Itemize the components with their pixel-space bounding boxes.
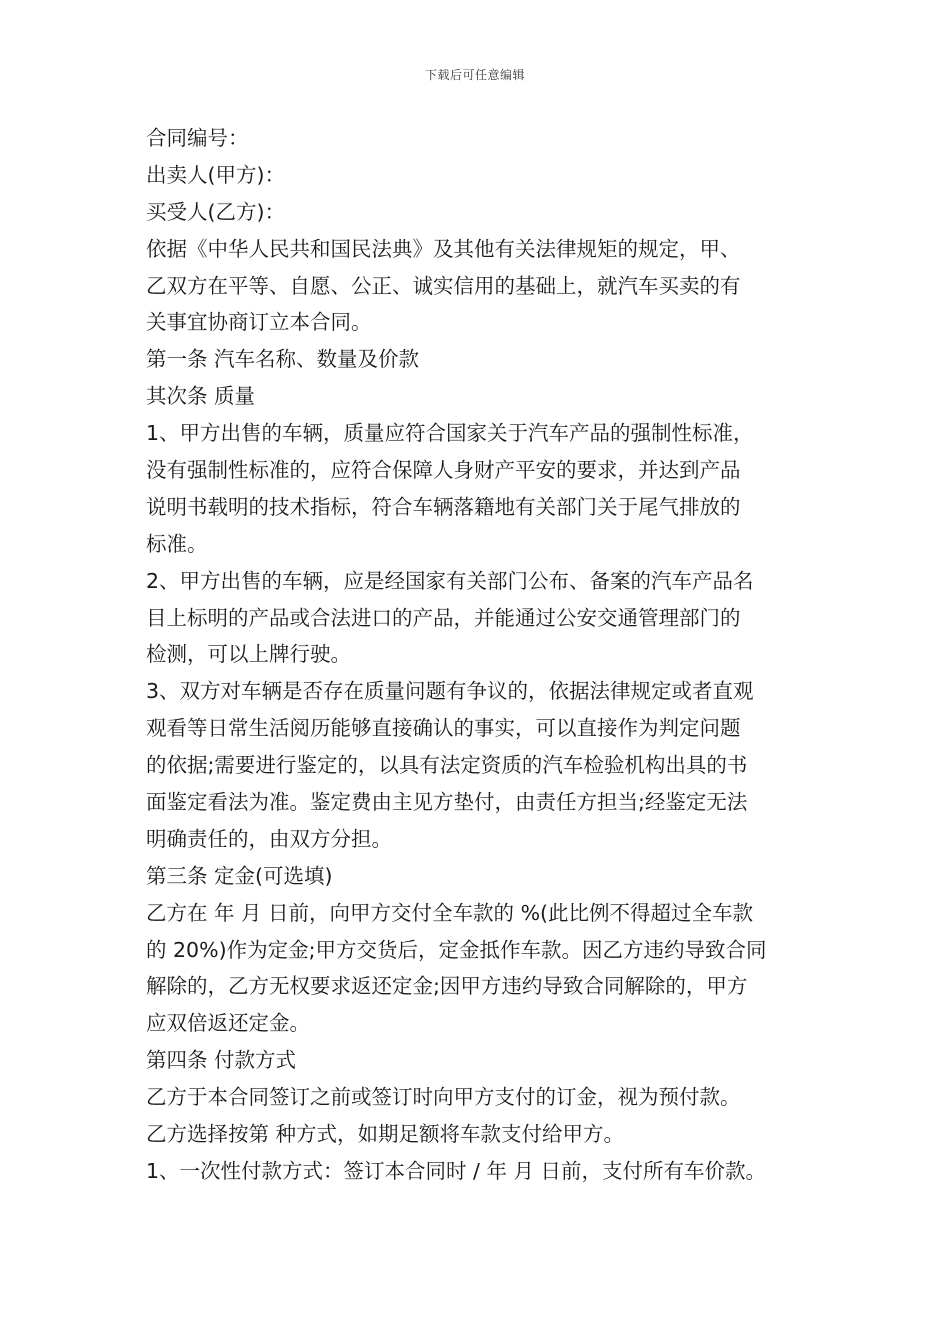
contract-line: 说明书载明的技术指标，符合车辆落籍地有关部门关于尾气排放的 [146, 494, 741, 519]
contract-line: 第一条 汽车名称、数量及价款 [146, 347, 420, 372]
contract-line: 第四条 付款方式 [146, 1048, 297, 1073]
contract-line: 解除的，乙方无权要求返还定金;因甲方违约导致合同解除的，甲方 [146, 974, 748, 999]
contract-line: 明确责任的，由双方分担。 [146, 826, 392, 851]
contract-line: 3、双方对车辆是否存在质量问题有争议的，依据法律规定或者直观 [146, 679, 754, 704]
contract-line: 乙方于本合同签订之前或签订时向甲方支付的订金，视为预付款。 [146, 1085, 741, 1110]
contract-line: 2、甲方出售的车辆，应是经国家有关部门公布、备案的汽车产品名 [146, 568, 754, 593]
contract-body [146, 120, 816, 1190]
contract-line: 标准。 [146, 531, 208, 556]
contract-line: 依据《中华人民共和国民法典》及其他有关法律规矩的规定，甲、 [146, 236, 741, 261]
contract-line: 的 20%)作为定金;甲方交货后，定金抵作车款。因乙方违约导致合同 [146, 937, 767, 962]
contract-line: 其次条 质量 [146, 384, 256, 409]
contract-line: 乙方在 年 月 日前，向甲方交付全车款的 %(此比例不得超过全车款 [146, 900, 754, 925]
contract-line: 应双倍返还定金。 [146, 1011, 310, 1036]
contract-line: 乙方选择按第 种方式，如期足额将车款支付给甲方。 [146, 1122, 625, 1147]
contract-line: 出卖人(甲方)： [146, 162, 285, 187]
contract-line: 1、一次性付款方式：签订本合同时 / 年 月 日前，支付所有车价款。 [146, 1158, 767, 1183]
contract-line: 面鉴定看法为准。鉴定费由主见方垫付，由责任方担当;经鉴定无法 [146, 790, 748, 815]
contract-line: 第三条 定金(可选填) [146, 863, 333, 888]
contract-line: 观看等日常生活阅历能够直接确认的事实，可以直接作为判定问题 [146, 716, 741, 741]
contract-line: 没有强制性标准的，应符合保障人身财产平安的要求，并达到产品 [146, 458, 741, 483]
contract-line: 目上标明的产品或合法进口的产品，并能通过公安交通管理部门的 [146, 605, 741, 630]
contract-line: 乙双方在平等、自愿、公正、诚实信用的基础上，就汽车买卖的有 [146, 273, 741, 298]
contract-line: 合同编号： [146, 126, 249, 150]
page-header-note: 下载后可任意编辑 [424, 68, 525, 82]
contract-line: 1、甲方出售的车辆，质量应符合国家关于汽车产品的强制性标准， [146, 421, 754, 446]
contract-line: 检测，可以上牌行驶。 [146, 642, 351, 667]
contract-line: 的依据;需要进行鉴定的，以具有法定资质的汽车检验机构出具的书 [146, 753, 748, 778]
contract-line: 买受人(乙方)： [146, 199, 285, 224]
contract-line: 关事宜协商订立本合同。 [146, 310, 372, 335]
